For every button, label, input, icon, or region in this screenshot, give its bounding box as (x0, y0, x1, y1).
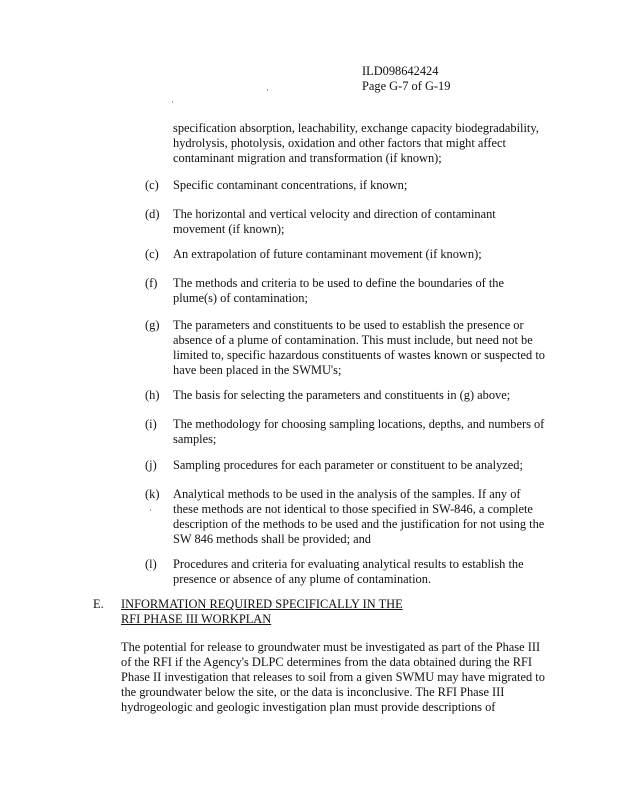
list-item (145, 417, 545, 447)
item-label: (h) (145, 388, 160, 402)
list-item (145, 207, 545, 237)
item-text: Analytical methods to be used in the analysis of the samples. If any of these methods are not identical to those specified in SW-846, a complete description of the methods to be used and the justification for not using the SW 846 methods shall be provided; and (173, 487, 545, 546)
item-text: Specific contaminant concentrations, if known; (173, 178, 408, 192)
item-label: (k) (145, 487, 160, 501)
document-id: ILD098642424 (362, 64, 439, 78)
list-item (145, 247, 545, 262)
list-item (145, 458, 545, 473)
page-header (362, 64, 450, 94)
item-text: Sampling procedures for each parameter or constituent to be analyzed; (173, 458, 523, 472)
item-label: (l) (145, 557, 157, 571)
page-number: Page G-7 of G-19 (362, 79, 451, 93)
item-text: Procedures and criteria for evaluating analytical results to establish the presence or absence of any plume of contamination. (173, 557, 524, 586)
scan-speck: · (266, 85, 269, 95)
item-text: The methodology for choosing sampling locations, depths, and numbers of samples; (173, 417, 545, 446)
list-item (145, 318, 545, 378)
item-text: The basis for selecting the parameters and constituents in (g) above; (173, 388, 511, 402)
item-label: (c) (145, 178, 159, 192)
section-label: E. (93, 597, 104, 611)
item-label: (c) (145, 247, 159, 261)
list-item (145, 276, 545, 306)
continued-paragraph: specification absorption, leachability, exchange capacity biodegradability, hydrolysis, photolysis, oxidation and other factors that might affect contaminant migration and transformation (if known); (173, 121, 539, 165)
item-label: (j) (145, 458, 157, 472)
item-text: The horizontal and vertical velocity and direction of contaminant movement (if known); (173, 207, 496, 236)
scan-speck: · (149, 505, 152, 515)
item-text: An extrapolation of future contaminant movement (if known); (173, 247, 482, 261)
item-label: (f) (145, 276, 158, 290)
item-label: (g) (145, 318, 160, 332)
item-text: The methods and criteria to be used to define the boundaries of the plume(s) of contamination; (173, 276, 504, 305)
scan-speck: · (171, 97, 174, 107)
item-text: The parameters and constituents to be used to establish the presence or absence of a plume of contamination. This must include, but need not be limited to, specific hazardous constituents of wastes known or suspected to have been placed in the SWMU's; (173, 318, 545, 377)
body-paragraph: The potential for release to groundwater must be investigated as part of the Phase III of the RFI if the Agency's DLPC determines from the data obtained during the RFI Phase II investigation that releases to soil from a given SWMU may have migrated to the groundwater below the site, or the data is inconclusive. The RFI Phase III hydrogeologic and geologic investigation plan must provide descriptions of (121, 640, 545, 714)
list-item (145, 178, 545, 193)
item-label: (d) (145, 207, 160, 221)
section-title: INFORMATION REQUIRED SPECIFICALLY IN THE RFI PHASE III WORKPLAN (121, 597, 403, 626)
item-label: (i) (145, 417, 157, 431)
list-item (145, 487, 545, 547)
section-heading (93, 597, 553, 627)
list-item (145, 388, 545, 403)
list-item (145, 557, 545, 587)
